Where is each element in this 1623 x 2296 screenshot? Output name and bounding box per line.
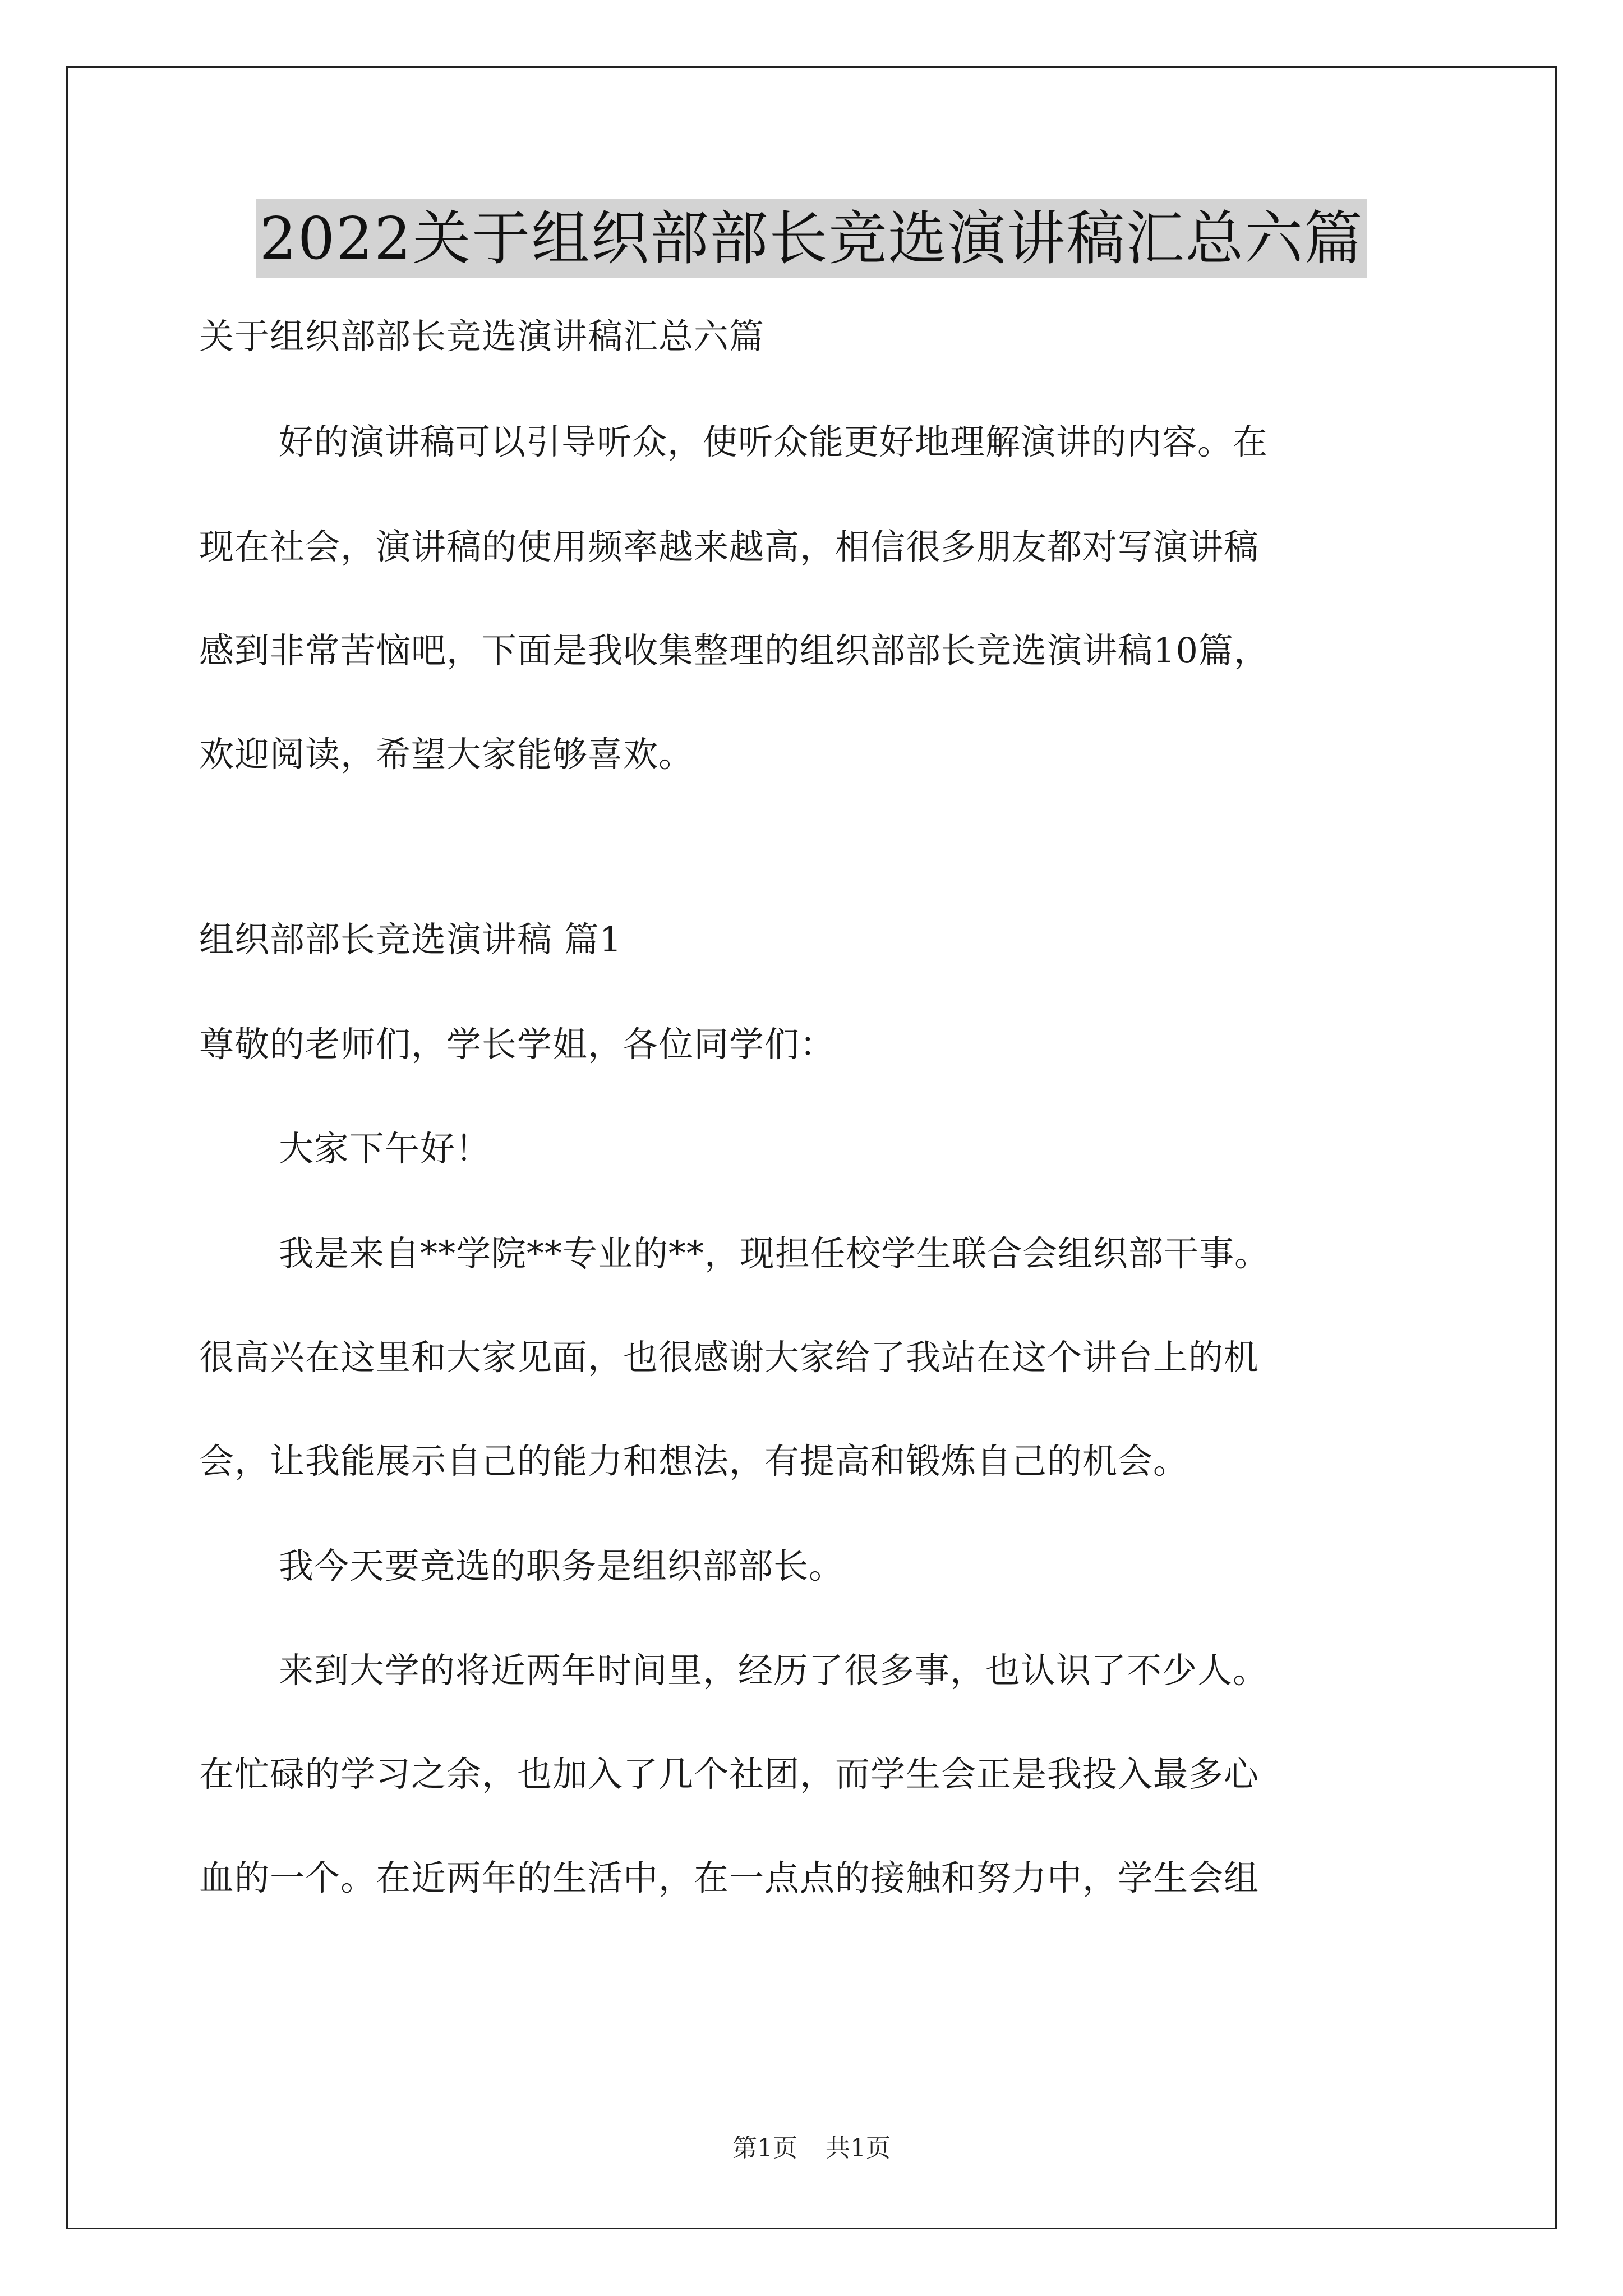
intro-line: 感到非常苦恼吧，下面是我收集整理的组织部部长竞选演讲稿10篇，: [199, 630, 1269, 671]
paragraph-line: 来到大学的将近两年时间里，经历了很多事，也认识了不少人。: [279, 1650, 1269, 1691]
paragraph-line: 我是来自**学院**专业的**，现担任校学生联合会组织部干事。: [279, 1233, 1270, 1274]
intro-line: 好的演讲稿可以引导听众，使听众能更好地理解演讲的内容。在: [279, 421, 1269, 462]
page-footer: [0, 2132, 1623, 2165]
paragraph-line: 血的一个。在近两年的生活中，在一点点的接触和努力中，学生会组: [199, 1857, 1260, 1898]
page-number-total: 共1页: [826, 2134, 891, 2162]
greeting: 大家下午好！: [279, 1128, 491, 1169]
document-title: 2022关于组织部部长竞选演讲稿汇总六篇: [256, 199, 1367, 278]
paragraph-line: 很高兴在这里和大家见面，也很感谢大家给了我站在这个讲台上的机: [199, 1337, 1260, 1378]
paragraph-line: 会，让我能展示自己的能力和想法，有提高和锻炼自己的机会。: [199, 1441, 1189, 1481]
salutation: 尊敬的老师们，学长学姐，各位同学们：: [199, 1024, 836, 1065]
subtitle: 关于组织部部长竞选演讲稿汇总六篇: [199, 316, 765, 357]
page-number-current: 第1页: [732, 2134, 797, 2162]
paragraph-line: 我今天要竞选的职务是组织部部长。: [279, 1545, 845, 1586]
intro-line: 欢迎阅读，希望大家能够喜欢。: [199, 734, 694, 775]
section-heading: 组织部部长竞选演讲稿 篇1: [199, 919, 623, 960]
paragraph-line: 在忙碌的学习之余，也加入了几个社团，而学生会正是我投入最多心: [199, 1754, 1260, 1795]
title-container: [0, 199, 1623, 278]
intro-line: 现在社会，演讲稿的使用频率越来越高，相信很多朋友都对写演讲稿: [199, 526, 1260, 567]
